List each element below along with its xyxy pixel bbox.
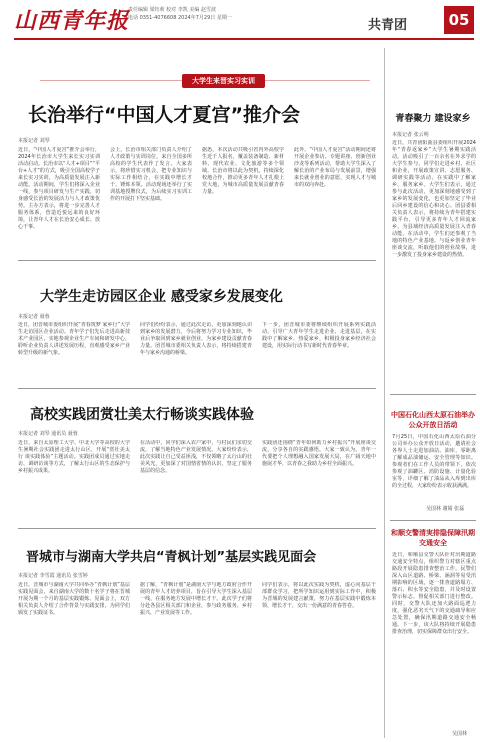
article1-col: 会上，长治市相关部门负责人介绍了人才政策与实训岗位，来自全国多所高校的学生代表作了发言。大家表示，将珍惜实习机会，把专业知识与实际工作相结合，在实践中增长才干、锤炼本领。活动现场还举行了实训基地授牌仪式，为后续实习实训工作的开展打下坚实基础。 — [110, 147, 192, 202]
article4-col: 同学们表示，将以此次实践为契机，虚心向基层干部群众学习，把所学知识运用到实际工作中，积极为晋城的发展建言献策，努力在基层实践中锻炼本领、增长才干，交出一份满意的青春答卷。 — [262, 582, 376, 609]
article4-byline: 本报记者 李雪霞 通讯员 张雪婷 — [18, 573, 88, 579]
article4-col: 近日，晋城市与湖南大学共同举办“青枫计划”基层实践见面会，来自湖南大学的数十名学子将在晋城开展为期一个月的基层实践锻炼。见面会上，双方相关负责人介绍了合作背景与实践安排，为同学们颁发了实践证书。 — [18, 582, 130, 616]
right-article1-body: 近日，共青团阳曲县委组织开展2024年“青春返家乡”大学生暑期实践活动。活动吸引了一百余名在外求学的大学生参与，同学们走进乡村、社区和企业，开展政策宣讲、志愿服务、调研实践等活动，在实践中了解家乡、服务家乡。大学生们表示，通过参与此次活动，更加深刻地感受到了家乡的发展变化，也更加坚定了毕业后回乡建设的信心和决心。团县委相关负责人表示，将持续为青年搭建实践平台，引导更多青年人才回流家乡，为县域经济高质量发展注入青春动能。在活动中，学生们还参观了当地的特色产业基地，与返乡创业青年座谈交流，听取他们的创业故事，进一步激发了投身家乡建设的热情。 — [392, 140, 476, 258]
article2-headline: 大学生走访园区企业 感受家乡发展变化 — [40, 289, 283, 305]
meta-editors: 责任编辑 梁钰莉 校对 李凯 美编 赵雪波 — [128, 7, 216, 13]
masthead-rule — [14, 38, 474, 40]
right-article1-title: 青春聚力 建设家乡 — [395, 114, 471, 124]
divider — [390, 520, 476, 521]
section-name: 共青团 — [368, 18, 408, 33]
article1-byline: 本报记者 刘琴 — [18, 138, 50, 144]
article3-byline: 本报记者 刘琴 通讯员 聂蓉 — [18, 431, 78, 437]
article1-headline: 长治举行“中国人才夏宫”推介会 — [28, 104, 300, 126]
column-divider — [384, 48, 385, 738]
right-article2-title: 中国石化山西太原石油举办公众开放日活动 — [391, 411, 475, 429]
meta-date: 电话 0351-4076608 2024年7月29日 星期一 — [128, 15, 232, 21]
masthead — [0, 0, 480, 40]
right-article3-title: 和顺交警清実排隐保障汛期交通安全 — [391, 529, 475, 547]
right-article2-byline: 吴国林 谢婧 张磊 — [426, 506, 465, 512]
article3-headline: 高校实践团赏壮美太行畅谈实践体验 — [30, 407, 254, 423]
divider — [18, 528, 376, 529]
article4-body — [18, 582, 376, 732]
article2-col: 下一步，团晋城市委将继续组织开展系列实践活动，引导广大青年学生走进企业、走进基层，在实践中了解家乡、热爱家乡，积极投身家乡经济社会建设，用实际行动书写新时代青春华章。 — [262, 322, 376, 349]
right-article1-byline: 本报记者 张云明 — [392, 132, 429, 138]
article1-col: 据悉，本次活动共吸引省内外高校学生近千人报名，覆盖装备制造、新材料、现代农业、文化旅游等多个领域。长治市将以此为契机，持续深化校地合作，推动更多青年人才扎根上党大地，为城市高质量发展贡献青春力量。 — [202, 147, 284, 195]
article3-body — [18, 440, 376, 520]
divider — [390, 394, 476, 395]
article4-headline: 晋城市与湖南大学共启“青枫计划”基层实践见面会 — [26, 550, 317, 565]
article1-col: 此外，“中国人才夏宫”活动期间还将开展企业参访、专题讲座、创新创业沙龙等系列活动，帮助大学生深入了解长治的产业布局与发展前景，增强来长就业创业的意愿，实现人才与城市的双向奔赴。 — [294, 147, 376, 188]
divider — [18, 388, 376, 389]
article3-col: 近日，来自太原理工大学、中北大学等高校的大学生暑期社会实践团走进太行山区，开展“赏壮美太行 谈实践体验”主题活动。实践团成员通过实地走访、调研访谈等方式，了解太行山区的生态保护与乡村振兴成果。 — [18, 440, 130, 474]
masthead-meta — [128, 6, 232, 22]
page-number: 05 — [444, 6, 474, 34]
article3-col: 在活动中，同学们深入农户家中，与村民们亲切交流，了解当地特色产业发展情况。大家纷纷表示，此次实践让自己受益匪浅，不仅领略了太行山的壮美风光，更加深了对国情省情的认识，坚定了服务基层的信念。 — [140, 440, 252, 474]
right-article2-body: 7月25日，中国石化山西太原石油分公司举办公众开放日活动，邀请社会各界人士走进加油站、油库，零距离了解成品油储运、安全管理等知识。参观者们在工作人员的带领下，依次参观了油罐区、消防设施、计量化验室等，详细了解了油品从入库到出库的全过程，大家纷纷表示收获满满。 — [392, 434, 476, 489]
article2-body — [18, 322, 376, 378]
article3-col: 实践团还围绕“青年如何助力乡村振兴”开展座谈交流，分享各自的实践感悟。大家一致认为，青年一代要把个人理想融入国家发展大局，在广阔天地中施展才华，以青春之我助力乡村全面振兴。 — [262, 440, 376, 467]
right-article3-body: 近日，和顺县交警大队针对汛期道路交通安全特点，组织警力对辖区重点路段开展隐患排查整治工作。民警们深入山区道路、桥梁、涵洞等易受汛期影响的区域，逐一排查道路塌方、落石、积水等安全隐患，并及时设置警示标志，督促相关部门进行整改。同时，交警大队还加大路面巡逻力度，强化恶劣天气下的交通疏导和应急处置，确保汛期道路交通安全畅通。下一步，该大队将持续开展隐患排查治理，切实保障群众出行安全。 — [392, 552, 476, 635]
article4-col: 据了解，“青枫计划”是湖南大学与地方政府合作开展的青年人才培养项目，旨在引导大学生深入基层一线，在服务地方发展中增长才干。此次学子们将分赴各县区相关部门和企业，参与政务服务、乡村振兴、产业发展等工作。 — [140, 582, 252, 616]
divider — [18, 260, 376, 261]
article2-byline: 本报记者 聂蓉 — [18, 314, 50, 320]
article2-col: 近日，团晋城市委组织开展“青春筑梦 家乡行”大学生走访园区企业活动。青年学子们先后走进高新技术产业园区，实地参观企业生产车间和研发中心，聆听企业负责人讲述发展历程，直观感受家乡产业转型升级的新气象。 — [18, 322, 130, 356]
article1-col: 近日，“中国人才夏宫”推介会举行，2024年长治市大学生来长实习实训活动启动。长治市以“人才+项目”“平台+人才”的方式，吸引全国高校学子来长实习实训，为高质量发展注入新动能。活动期间，学生们将深入企业一线，参与项目研发与生产实践，切身感受长治的发展活力与人才政策优势。主办方表示，将进一步完善人才服务体系，营造近悦远来的良好环境，让青年人才在长治安心成长、放心干事。 — [18, 147, 100, 230]
article2-col: 同学们纷纷表示，通过此次走访，更加深刻地认识到家乡的发展潜力，今后将努力学习专业知识，毕业后争取回到家乡就业创业，为家乡建设贡献青春力量。团晋城市委相关负责人表示，将持续搭建青年与家乡沟通的桥梁。 — [140, 322, 252, 356]
article1-body — [18, 147, 376, 251]
banner-tag: 大学生来晋实习实训 — [182, 74, 265, 88]
right-article3-byline: 吴国林 — [452, 731, 468, 737]
newspaper-logo: 山西青年报 — [14, 8, 130, 34]
